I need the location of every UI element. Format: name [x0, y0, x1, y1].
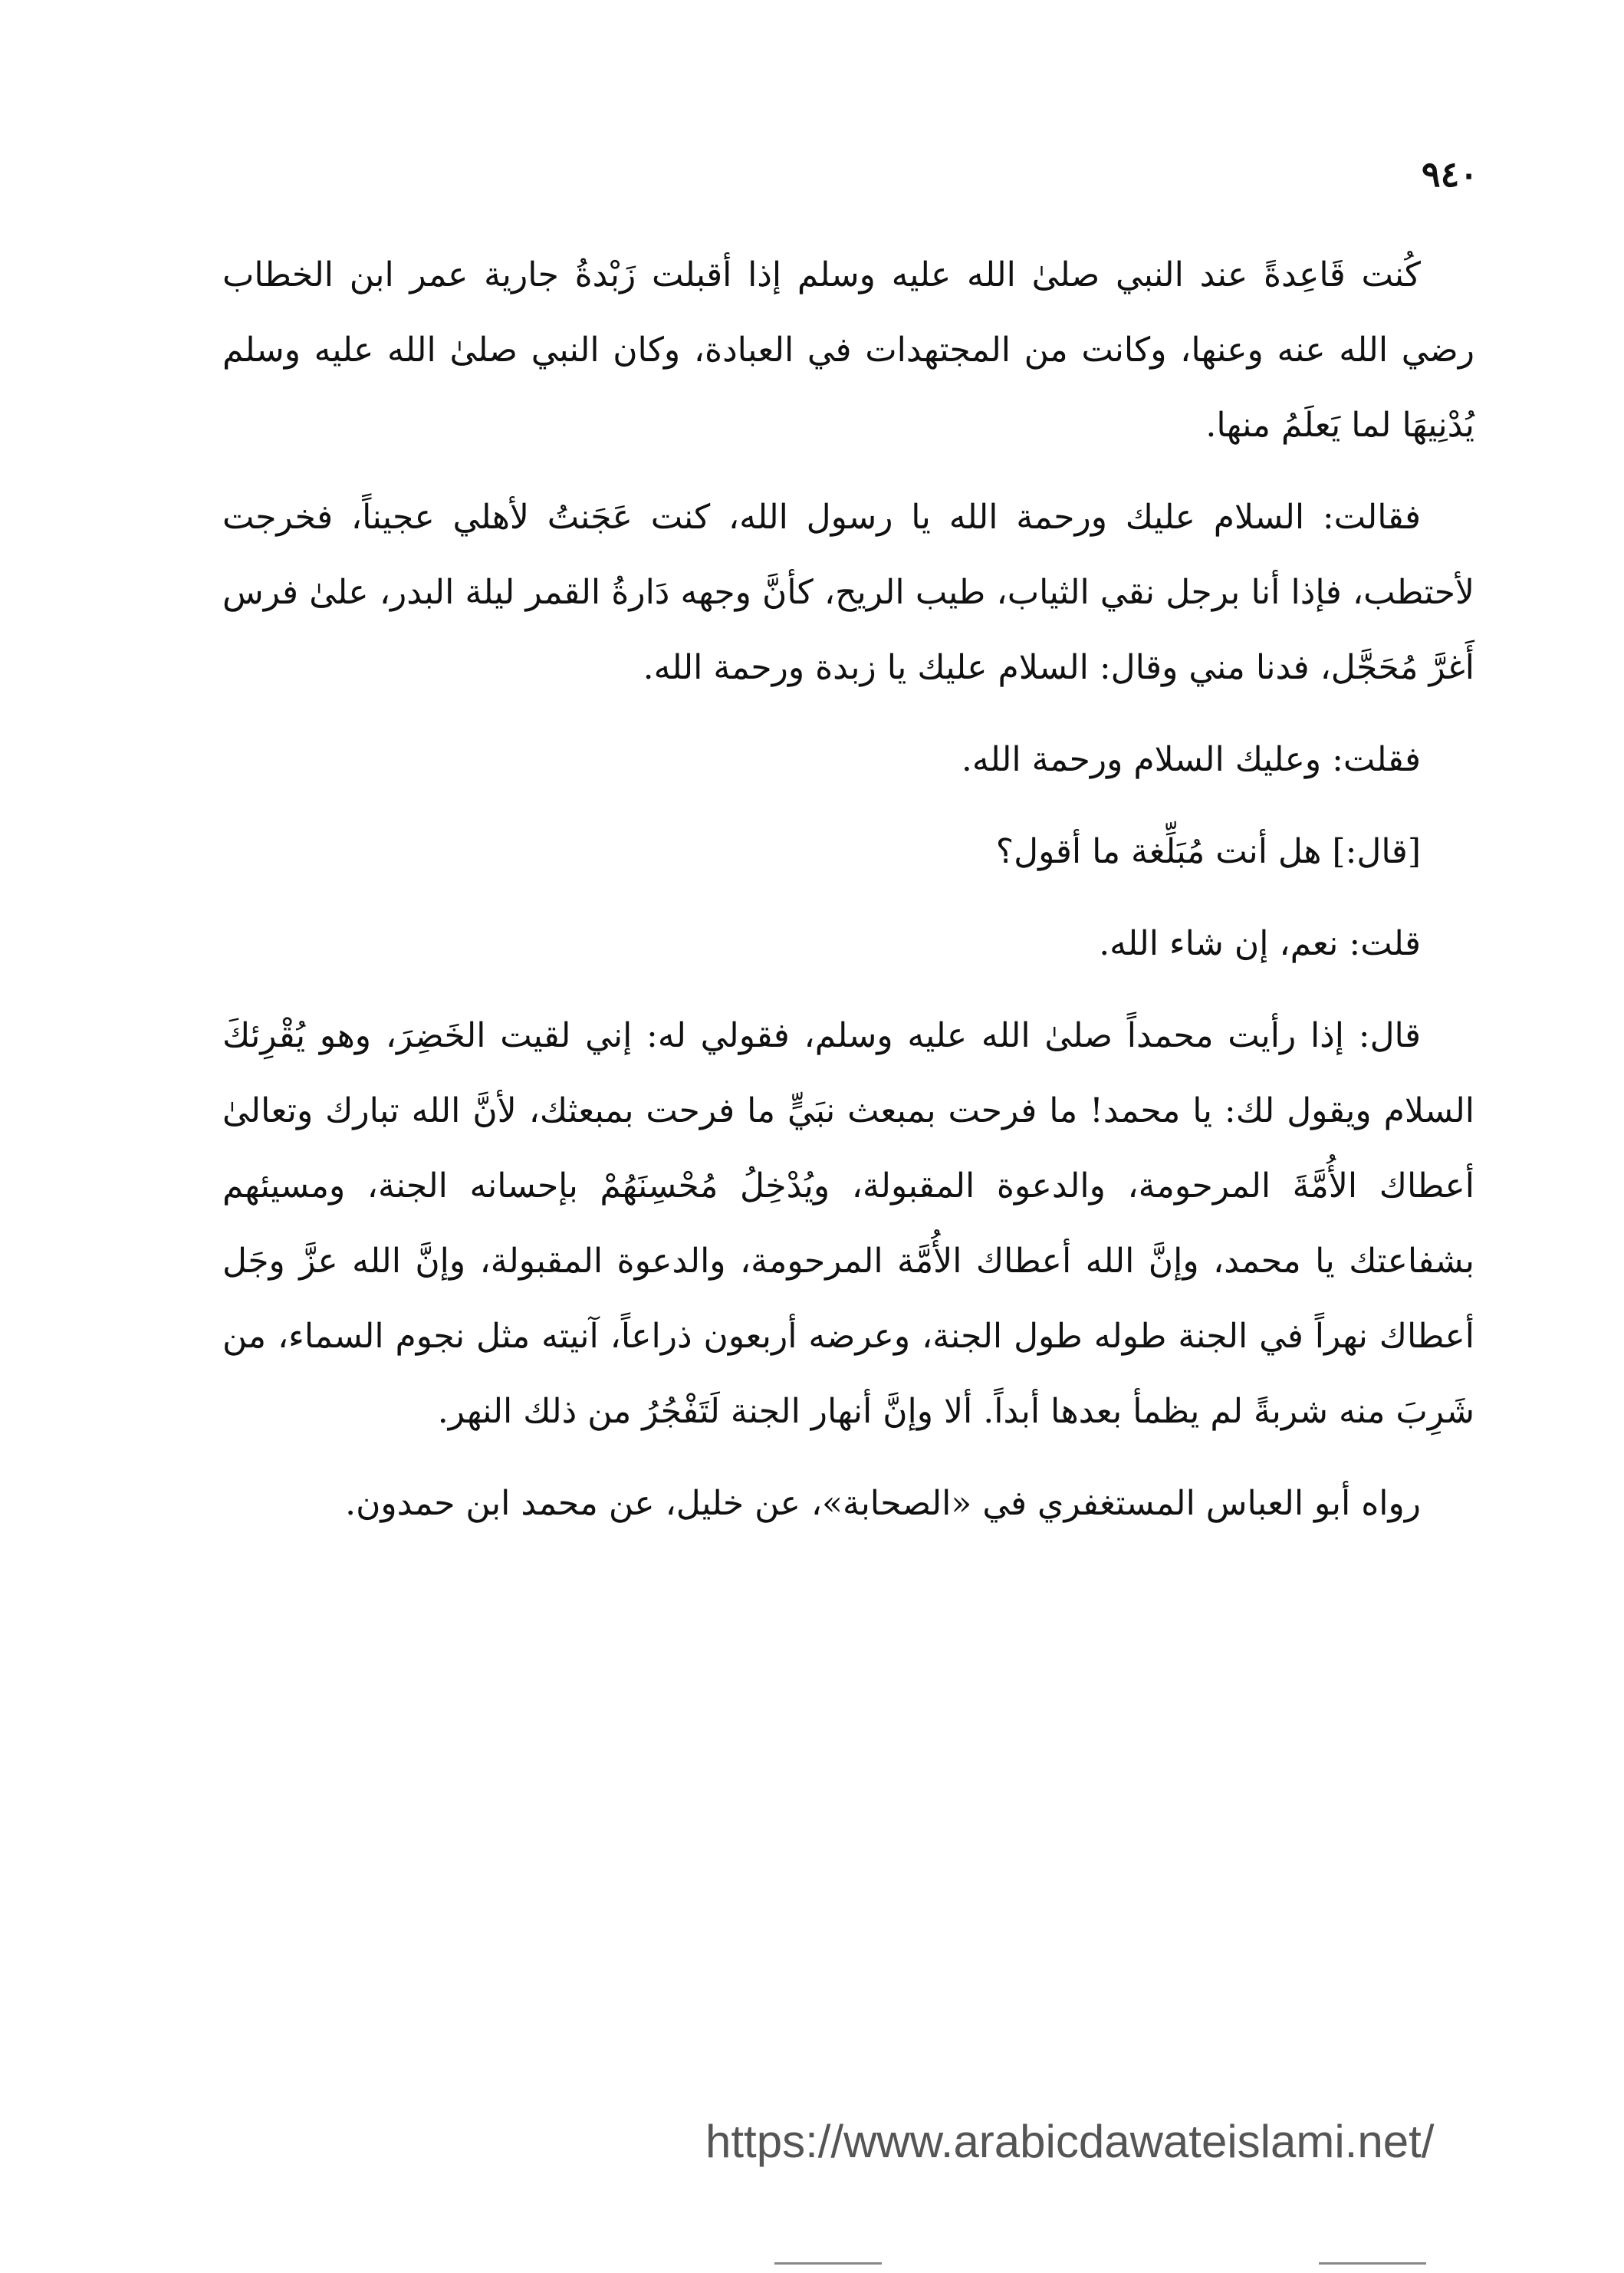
paragraph-1: كُنت قَاعِدةً عند النبي صلىٰ الله عليه وسلم إذا أقبلت زَبْدةُ جارية عمر ابن الخطاب رضي الله عنه وعنها، وكانت من المجتهدات في العبادة، وكان النبي صلىٰ الله عليه وسلم يُدْنِيهَا لما يَعلَمُ منها.	[222, 255, 1474, 445]
bottom-margin-mark-left	[774, 2262, 882, 2265]
paragraph-6: قال: إذا رأيت محمداً صلىٰ الله عليه وسلم، فقولي له: إني لقيت الخَضِرَ، وهو يُقْرِئكَ السلام ويقول لك: يا محمد! ما فرحت بمبعث نبَيٍّ ما فرحت بمبعثك، لأنَّ الله تبارك وتعالىٰ أعطاك الأُمَّةَ المرحومة، والدعوة المقبولة، ويُدْخِلُ مُحْسِنَهُمْ بإحسانه الجنة، ومسيئهم بشفاعتك يا محمد، وإنَّ الله أعطاك الأُمَّة المرحومة، والدعوة المقبولة، وإنَّ الله عزَّ وجَل أعطاك نهراً في الجنة طوله طول الجنة، وعرضه أربعون ذراعاً، آنيته مثل نجوم السماء، من شَرِبَ منه شربةً لم يظمأ بعدها أبداً. ألا وإنَّ أنهار الجنة لَتَفْجُرُ من ذلك النهر.	[222, 1016, 1474, 1431]
page-number: ٩٤٠	[1421, 153, 1478, 195]
paragraph-2: فقالت: السلام عليك ورحمة الله يا رسول الله، كنت عَجَنتُ لأهلي عجيناً، فخرجت لأحتطب، فإذا أنا برجل نقي الثياب، طيب الريح، كأنَّ وجهه دَارةُ القمر ليلة البدر، علىٰ فرس أَغرَّ مُحَجَّل، فدنا مني وقال: السلام عليك يا زبدة ورحمة الله.	[222, 498, 1474, 687]
paragraph-3: فقلت: وعليك السلام ورحمة الله.	[961, 740, 1421, 779]
body-text	[222, 238, 1474, 1558]
paragraph-7: رواه أبو العباس المستغفري في «الصحابة»، عن خليل، عن محمد ابن حمدون.	[345, 1484, 1421, 1523]
bottom-margin-mark-right	[1319, 2262, 1426, 2265]
paragraph-5: قلت: نعم، إن شاء الله.	[1099, 924, 1421, 963]
paragraph-4: [قال:] هل أنت مُبَلِّغة ما أقول؟	[995, 832, 1421, 871]
footer-url: https://www.arabicdawateislami.net/	[705, 2116, 1435, 2167]
